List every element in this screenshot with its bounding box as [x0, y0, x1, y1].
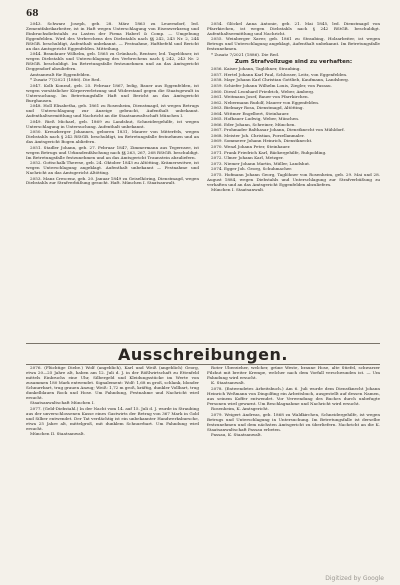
notice-paragraph: Rosenheim, K. Amtsgericht.	[211, 406, 269, 412]
notice-paragraph: 2049. Rieß Michael, geb. 1869 zu Landshut, Schneidergehilfe, ist wegen Unterschlagung in Untersuchung. Aufenthalt unbekannt.	[26, 118, 199, 129]
notice-paragraph: Staatsanwaltschaft München I.	[30, 400, 95, 406]
wanted-entry: 2072. Ulmer Johann Karl, Metzger.	[211, 155, 284, 161]
wanted-entry: München I. Staatsanwalt.	[211, 187, 265, 193]
notice-paragraph: 2048. Holl Elisabetha, geb. 1861 zu Rosenheim, Dienstmagd, ist wegen Betrugs und Unterschlagung zur Anzeige gebracht, Aufenthalt unbekannt. Aufenthaltsermittlung und Nachricht an die Staatsanwaltschaft München I.	[26, 103, 199, 119]
wanted-entry: 2057. Hertel Johann Karl Paul, Schlosser, Leitz, von Eggenfelden.	[211, 71, 348, 77]
upper-right-intro	[207, 22, 380, 58]
notice-paragraph: Passau, K. Staatsanwalt.	[211, 432, 262, 438]
notice-paragraph: 2051. Stadler Johann, geb. 27. Februar 1847, Zimmermann aus Tegernsee, ist wegen Betrugs und Urkundenfälschung nach §§ 263, 267, 268 RStGB. beschuldigt. Im Betretungsfalle festzunehmen und an das Amtsgericht Traunstein abzuliefern.	[26, 144, 199, 160]
wanted-entry: 2075. Hofmann Johann Georg, Taglöhner von Rosenheim, geb. 29. Mai und 28. August 1884, wegen Diebstahls und Unterschlagung zur Strafverbüßung zu verhaften und an das Amtsgericht Eggenfelden abzuliefern.	[207, 171, 380, 187]
wanted-entry: 2065. Hofbauer Ludwig, Weber, München.	[211, 116, 300, 122]
wanted-entry: 2064. Wittmer Engelbert, Steinhauer.	[211, 110, 290, 116]
wanted-entry: 2062. Nebermann Rudolf, Maurer von Eggenfelden.	[211, 99, 320, 105]
notice-paragraph: 2052. Gottschalk Therese, geb. 24. Oktober 1843 zu Altötting, Krämerswitwe, ist wegen Unterschlagung angeklagt. Aufenthalt unbekannt — Festnahme und Nachricht an das Amtsgericht Altötting.	[26, 160, 199, 175]
wanted-entry: 2061. Weitmann Josef, Bauer von Pfarrkirchen.	[211, 94, 309, 100]
wanted-entry: 2059. Schiefer Johann Wilhelm Louis, Ziegler, von Passau.	[211, 83, 332, 88]
divider-bottom	[26, 364, 380, 365]
wanted-entry: 2068. Meister Joh. Christian, Porzellanmaler.	[211, 132, 305, 138]
section-title: Ausschreibungen.	[118, 345, 288, 364]
notice-paragraph: München II. Staatsanwalt.	[30, 431, 85, 437]
notice-paragraph: Amtsanwalt für Eggenfelden.	[30, 71, 91, 77]
wanted-entry: 2074. Egger Joh. Georg, Schuhmacher.	[211, 166, 293, 172]
notice-paragraph: 2044. Brandauer Wilhelm, geb. 1865 zu Grünbach, Rentner, led. Tagelöhner, ist wegen Diebstahls und Unterschlagung des Verbrechens nach § 242, 243 Nr. 2 RStGB. beschuldigt. Im Betretungsfalle festzunehmen und an das Amtsgericht Deggendorf abzuliefern.	[26, 51, 199, 72]
notice-paragraph: 2079. Weigert Andreas, geb. 1868 zu Waldkirchen, Schneidergehilfe, ist wegen Betrugs und Unterschlagung in Untersuchung. Im Betretungsfalle ist derselbe festzunehmen und dem nächsten Amtsgericht zu überliefern. Nachricht an die K. Staatsanwaltschaft Passau erbeten.	[207, 411, 380, 432]
divider-top	[26, 343, 380, 344]
wanted-entry: 2070. Wenzl Johann Peter, Steinhauer.	[211, 144, 291, 150]
upper-left-column	[26, 22, 199, 342]
upper-right-column	[207, 22, 380, 342]
notice-paragraph: 2047. Kolb Konrad, geb. 25. Februar 1867, ledig, Bauer aus Eggenfelden, ist wegen vorsätzlicher Körperverletzung und Widerstand gegen die Staatsgewalt in Untersuchung. Im Betretungsfalle Haft und Bericht an das Amtsgericht Burghausen.	[26, 82, 199, 103]
wanted-entry: 2060. Diessl Leonhard Friedrich, Weber, Amberg.	[211, 88, 315, 94]
notice-paragraph: * Zusatz 77/2021 (1886). Die Red.	[30, 77, 101, 83]
notice-paragraph: 2043. Schwarz Joseph, geb. 28. März 1863 zu Leuerndorf, led. Zementfabrikarbeiter, ist in Haft wegen Unterschlagung von Eisenwerkzeug und Einbruchsdiebstahls zu Lasten der Firma Haberl & Comp. — Umgebung Eggenfelden. Wird des Verbrechens des Diebstahls nach §§ 242, 243 Nr. 2, 244 RStGB. beschuldigt, Aufenthalt unbekannt. — Festnahme, Haftbefehl und Bericht an das Amtsgericht Eggenfelden. Mitteilung.	[26, 22, 199, 51]
notice-paragraph: 2053. Manz Crescenz, geb. 20. Januar 1849 zu Geiselhöring, Dienstmagd, wegen Diebstahls zur Strafverbüßung gesucht. Haft. München I. Staatsanwalt.	[26, 175, 199, 186]
lower-left-column	[26, 366, 199, 571]
wanted-entry: 2066. Eder Johann, Schreiner, München.	[211, 121, 296, 127]
wanted-entry: 2063. Bielmayr Rosa, Dienstmagd, Altötting.	[211, 105, 304, 111]
heading-strafvollzug: Zum Strafvollzuge sind zu verhaften:	[234, 58, 353, 65]
notice-paragraph: 2077. (Geld-Diebstahl.) In der Nacht vom 14. auf 15. Juli d. J. wurde in Straubing aus der unverschlossenen Kasse eines Gastwirts der Betrag von 367 Mark in Gold und Silber entwendet. Der Tat verdächtig ist ein unbekannter Handwerksbursche, etwa 25 Jahre alt, mittelgroß, mit dunklem Schnurrbart. Um Fahndung wird ersucht.	[26, 405, 199, 431]
notice-paragraph: K. Staatsanwalt.	[211, 380, 246, 386]
notice-paragraph: 2054. Glöckel Anna Antonie, geb. 21. Mai 1845, led. Dienstmagd von Pfarrkirchen, ist wegen Diebstahls nach § 242 RStGB. beschuldigt. Aufenthaltsermittlung und Nachricht.	[207, 22, 380, 36]
notice-paragraph: Roter Überzieher, welcher, grüne Weste, braune Hose, alte Stiefel, schwarzer Filzhut mit breiter Krempe, welcher nach dem Vorfall verschwunden ist. — Um Fahndung wird ersucht.	[207, 366, 380, 380]
notice-paragraph: 2076. (Flüchtige Diebe.) Wolf (angeblich), Karl und Weiß (angeblich) Georg, etwa 20—25 Jahre alt, haben am 12. Juli d. J. in der Rößlwirtschaft zu Ettenfeld mittels Einbruchs eine Uhr, Silbergeld und Kleidungsstücke im Werte von zusammen 180 Mark entwendet. Signalement: Wolf: 1,68 m groß, schlank, blonder Schnurrbart, trug grauen Anzug; Weiß: 1,72 m groß, kräftig, dunkler Vollbart, trug dunkelblauen Rock und Hose. Um Fahndung, Festnahme und Nachricht wird ersucht.	[26, 366, 199, 400]
wanted-entry: 2067. Prohmader Balthasar Johann, Dienstknecht von Mühldorf.	[211, 127, 345, 133]
upper-columns	[26, 22, 380, 342]
digitized-watermark: Digitized by Google	[325, 575, 384, 582]
notice-paragraph: 2055. Weinberger Xaver, geb. 1861 zu Straubing, Holzarbeiter, ist wegen Betrugs und Unterschlagung angeklagt, Aufenthalt unbekannt. Im Betretungsfalle festzunehmen.	[207, 36, 380, 52]
wanted-entry: 2056. Kaiser Johann, Taglöhner, Straubing.	[211, 66, 301, 72]
lower-right-column	[207, 366, 380, 571]
upper-right-list	[207, 67, 380, 193]
notice-paragraph: 2078. (Entwendetes Arbeitsbuch.) Am 6. Juli wurde dem Dienstknecht Johann Heinrich Weßmann von Dingolfing ein Arbeitsbuch, ausgestellt auf dessen Namen, aus seinem Koffer entwendet. Vor Verwendung des Buches durch unbefugte Personen wird gewarnt. Um Beschlagnahme und Nachricht wird ersucht.	[207, 386, 380, 406]
notice-paragraph: * Zusatz 7/2021 (1886). Die Red.	[211, 51, 280, 57]
wanted-entry: 2058. Mayr Johann Karl Christian Gottlieb, Kaufmann, Landsberg.	[211, 77, 350, 83]
wanted-entry: 2071. Frank Friedrich Karl, Bäckergehilfe, Ruhpolding.	[211, 149, 327, 155]
lower-columns	[26, 366, 380, 571]
page-number: 68	[26, 9, 39, 19]
wanted-entry: 2073. Niemer Johann Martin, Müller, Landshut.	[211, 160, 311, 166]
notice-paragraph: 2050. Kreuzberger Johannes, geboren 1831, Maurer von Mitterfels, wegen Diebstahls nach § 242 RStGB. beschuldigt, im Betretungsfalle festnehmen und an das Amtsgericht Bogen abliefern.	[26, 129, 199, 145]
wanted-entry: 2069. Sommerer Johann Heinrich, Dienstknecht.	[211, 138, 313, 144]
